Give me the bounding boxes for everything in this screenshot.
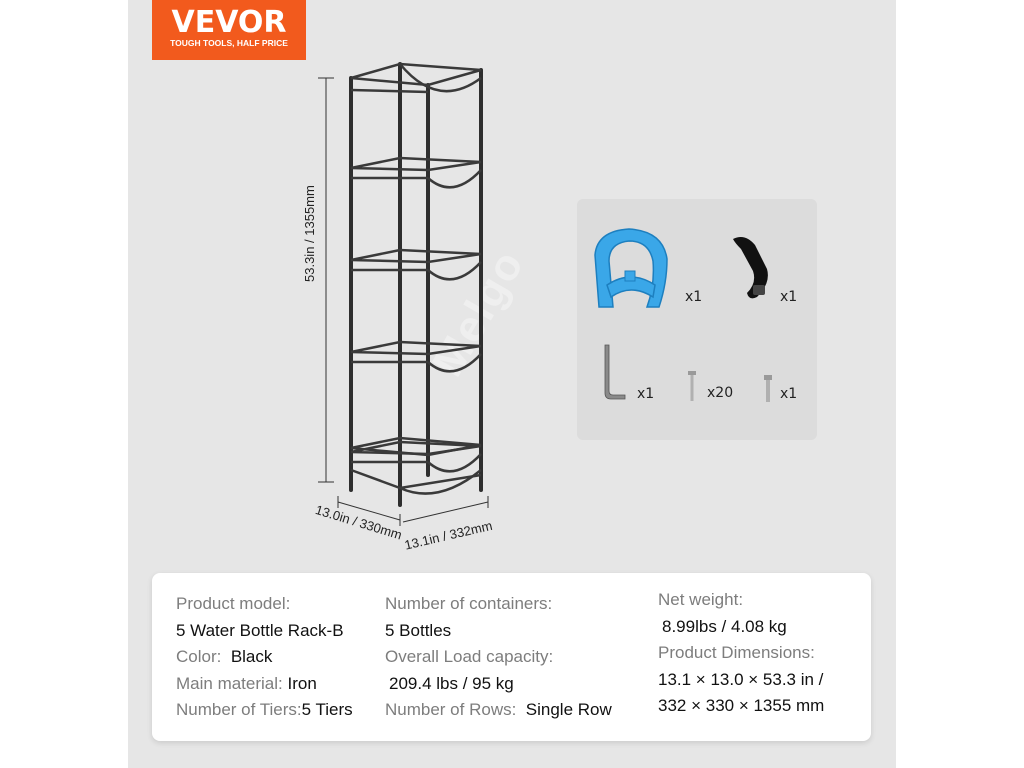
watermark: Melgo	[423, 241, 534, 385]
bolt-icon	[761, 373, 775, 405]
accessories-box	[577, 199, 817, 440]
depth-dimension-label: 13.0in / 330mm	[313, 502, 404, 543]
logo-tagline: TOUGH TOOLS, HALF PRICE	[170, 38, 288, 48]
model-value: 5 Water Bottle Rack-B	[176, 620, 344, 640]
dims-line-2: 332 × 330 × 1355 mm	[658, 696, 825, 715]
color-value: Black	[230, 647, 273, 666]
load-label: Overall Load capacity:	[385, 647, 554, 666]
specs-column-1	[176, 591, 353, 724]
bottle-rack-illustration	[288, 50, 528, 570]
allen-key-qty: x1	[637, 386, 655, 402]
tiers-label: Number of Tiers:	[176, 700, 302, 719]
logo-brand: VEVOR	[171, 5, 287, 40]
containers-value: 5 Bottles	[385, 620, 452, 640]
height-dimension-label: 53.3in / 1355mm	[302, 185, 317, 282]
color-label: Color:	[176, 647, 222, 666]
specs-column-3	[658, 587, 824, 720]
containers-label: Number of containers:	[385, 594, 553, 613]
bolt-qty: x1	[780, 386, 798, 402]
weight-label: Net weight:	[658, 590, 744, 609]
load-value: 209.4 lbs / 95 kg	[389, 673, 514, 693]
tiers-value: 5 Tiers	[301, 700, 353, 719]
width-dimension-label: 13.1in / 332mm	[403, 517, 494, 553]
rows-label: Number of Rows:	[385, 700, 517, 719]
vevor-logo	[152, 0, 306, 60]
rack-tiers	[351, 158, 481, 494]
weight-value: 8.99lbs / 4.08 kg	[662, 616, 787, 636]
model-label: Product model:	[176, 594, 291, 613]
dims-label: Product Dimensions:	[658, 643, 815, 662]
strap-icon	[727, 231, 777, 301]
material-value: Iron	[287, 673, 317, 693]
rows-value: Single Row	[525, 700, 612, 719]
specs-column-2	[385, 591, 612, 724]
product-panel	[128, 0, 896, 768]
allen-key-icon	[599, 341, 629, 405]
bottle-handle-icon	[585, 225, 677, 315]
handle-qty: x1	[685, 289, 703, 305]
material-label: Main material:	[176, 673, 283, 693]
strap-qty: x1	[780, 289, 798, 305]
specs-card	[152, 573, 871, 741]
screw-icon	[685, 369, 699, 403]
dims-line-1: 13.1 × 13.0 × 53.3 in /	[658, 669, 824, 689]
screw-qty: x20	[707, 385, 734, 401]
